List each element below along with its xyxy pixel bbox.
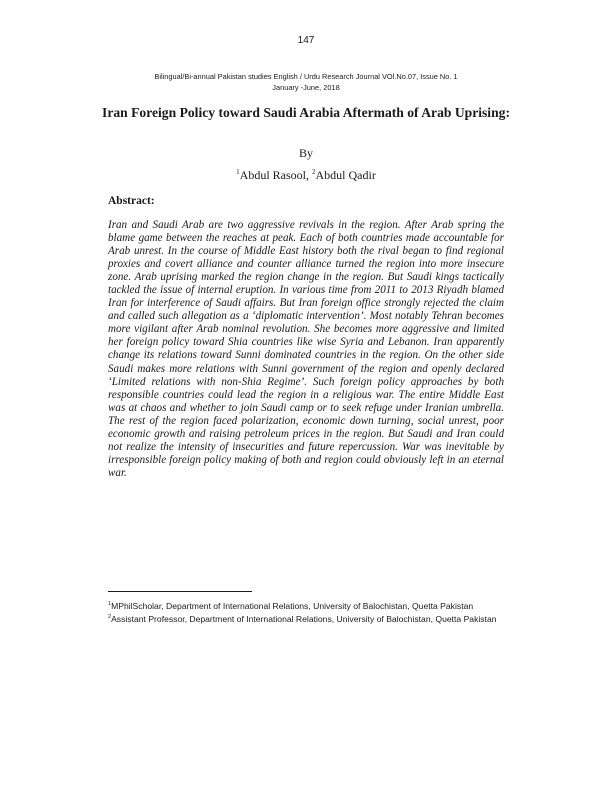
author-name: Abdul Qadir <box>315 168 376 182</box>
footnote-marker: 1 <box>108 601 112 607</box>
by-line: By <box>298 146 313 160</box>
author-marker: 2 <box>312 168 316 176</box>
article-title: Iran Foreign Policy toward Saudi Arabia Aftermath of Arab Uprising: <box>102 105 510 120</box>
abstract-heading: Abstract: <box>108 195 155 207</box>
footnote-marker: 2 <box>108 614 112 621</box>
footnotes <box>108 599 508 626</box>
page-number: 147 <box>297 35 315 46</box>
author-marker: 1 <box>236 168 240 176</box>
author-list <box>0 168 612 183</box>
footnote-divider <box>108 591 252 592</box>
journal-header <box>90 71 522 93</box>
abstract-body: Iran and Saudi Arab are two aggressive revivals in the region. After Arab spring the blame game between the reaches at peak. Each of both countries made accountable for Arab unrest. In the course of Middle East history both the rival began to find regional proxies and covert alliance and counter alliance turned the region into more insecure zone. Arab uprising marked the region change in the region. But Saudi kings tactically tackled the issue of internal eruption. In various time from 2011 to 2013 Riyadh blamed Iran for interference of Saudi affairs. But Iran foreign office strongly rejected the claim and called such allegation as a ‘diplomatic intervention’. Most notably Tehran becomes more vigilant after Arab nominal revolution. She becomes more aggressive and limited her foreign policy toward Shia countries like wise Syria and Lebanon. Iran apparently change its relations toward Sunni dominated countries in the region. On the other side Saudi makes more relations with Sunni government of the region and openly declared ‘Limited relations with non-Shia Regime’. Such foreign policy approaches by both responsible countries could lead the region in a religious war. The entire Middle East was at chaos and whether to join Saudi camp or to seek refuge under Iranian umbrella. The rest of the region faced polarization, economic down turning, social unrest, poor economic growth and raising petroleum prices in the region. But Saudi and Iran could not realize the intensity of insecurities and future repercussion. War was inevitable by irresponsible foreign policy making of both and region could obviously left in an eternal war. <box>108 219 504 479</box>
footnote <box>108 599 508 612</box>
footnote-text: MPhilScholar, Department of International Relations, University of Balochistan, Quetta Pakistan <box>111 600 474 611</box>
journal-header-line-1: Bilingual/Bi-annual Pakistan studies English / Urdu Research Journal VOl.No.07, Issue No. 1 <box>154 72 458 81</box>
author-name: Abdul Rasool, <box>239 168 312 182</box>
footnote <box>108 612 508 625</box>
footnote-text: Assistant Professor, Department of International Relations, University of Balochistan, Quetta Pakistan <box>111 614 497 625</box>
journal-header-line-2: January -June, 2018 <box>272 83 340 92</box>
